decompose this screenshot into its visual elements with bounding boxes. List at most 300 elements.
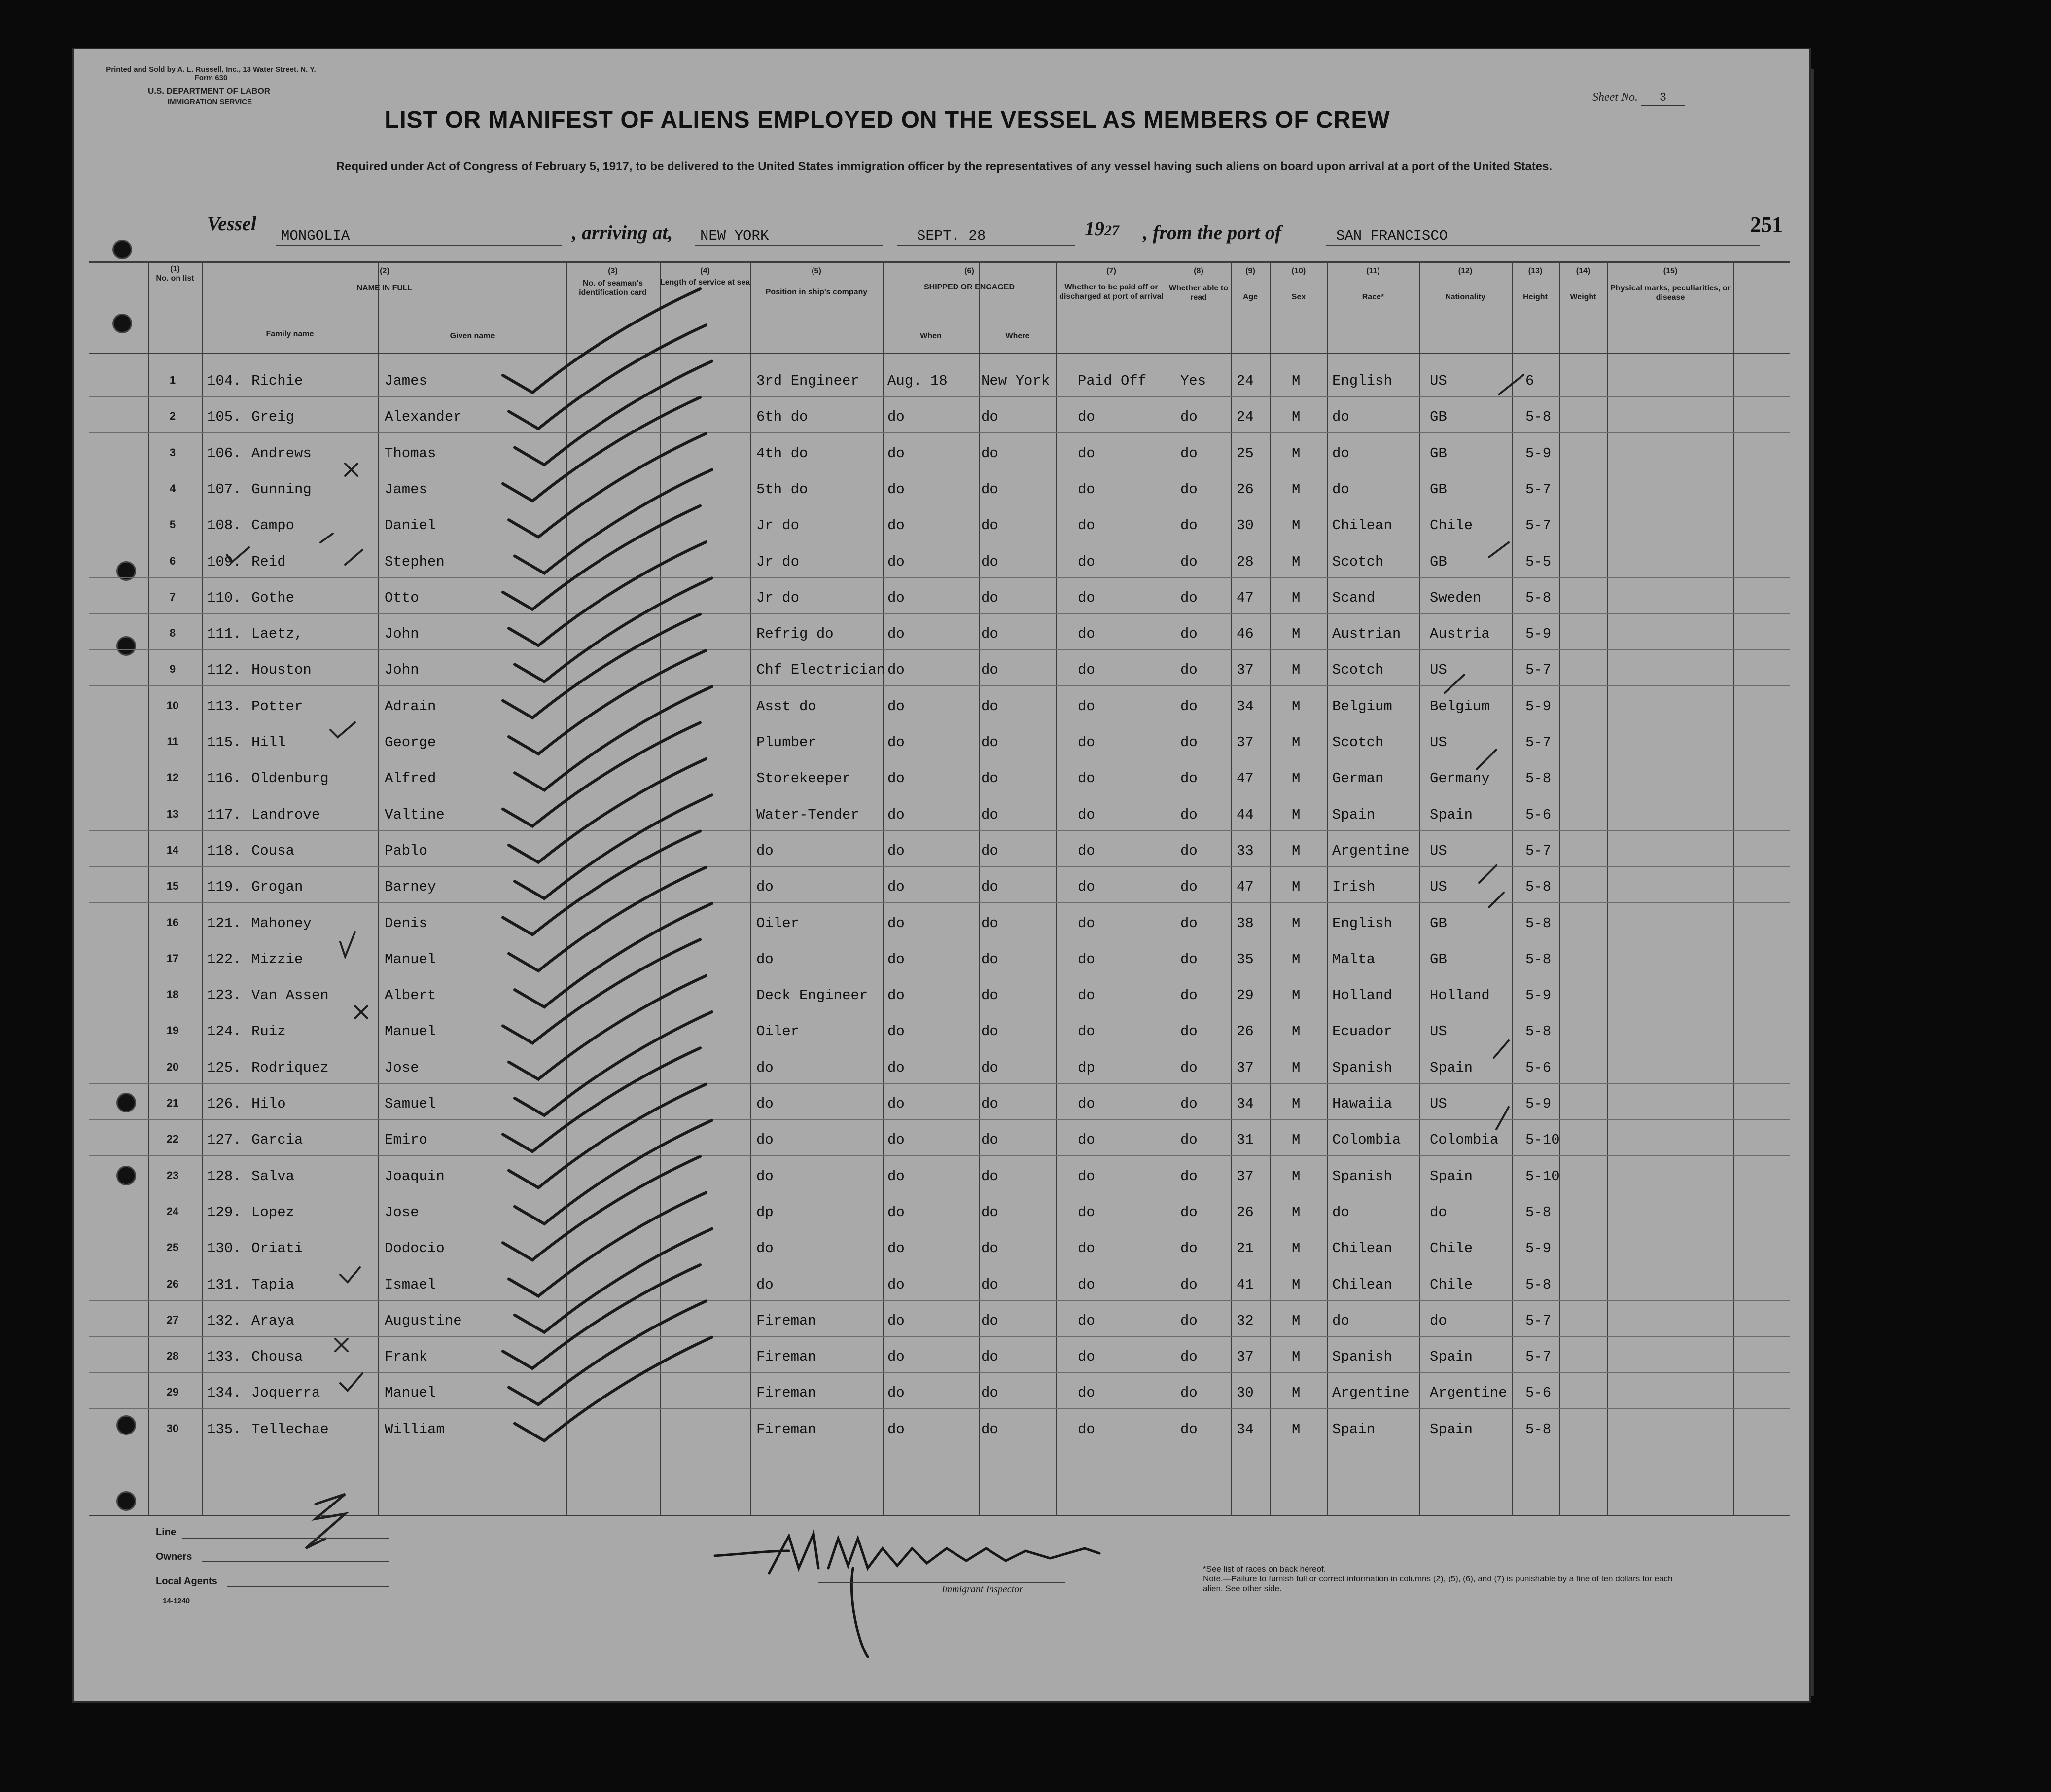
cell-paid-off: do: [1078, 1421, 1095, 1437]
cell-paid-off: do: [1078, 1240, 1095, 1257]
cell-race: Chilean: [1332, 517, 1392, 534]
cell-entry-number: 128.: [207, 1168, 242, 1184]
cell-shipped-when: do: [887, 1385, 905, 1401]
cell-family-name: Landrove: [251, 806, 320, 823]
cell-given-name: Joaquin: [385, 1168, 445, 1184]
cell-shipped-where: do: [981, 987, 998, 1004]
cell-age: 44: [1237, 806, 1254, 823]
owners-underline: [202, 1561, 389, 1562]
cell-entry-number: 133.: [207, 1349, 242, 1365]
cell-race: Scotch: [1332, 662, 1384, 679]
cell-shipped-where: do: [981, 553, 998, 570]
cell-race: Holland: [1332, 987, 1392, 1004]
cell-nationality: US: [1430, 662, 1447, 679]
cell-nationality: GB: [1430, 481, 1447, 498]
cell-shipped-where: do: [981, 1204, 998, 1220]
cell-given-name: James: [385, 481, 428, 498]
cell-race: Scand: [1332, 589, 1376, 606]
col-race-header: (11) Race*: [1362, 267, 1384, 301]
cell-family-name: Grogan: [251, 879, 303, 896]
cell-shipped-when: do: [887, 698, 905, 715]
cell-able-to-read: do: [1180, 1349, 1198, 1365]
check-stroke: [515, 361, 712, 465]
cell-age: 24: [1237, 373, 1254, 389]
cell-paid-off: do: [1078, 445, 1095, 462]
cell-entry-number: 132.: [207, 1312, 242, 1329]
cell-entry-number: 111.: [207, 626, 242, 643]
cell-given-name: Samuel: [385, 1096, 436, 1112]
cell-family-name: Lopez: [251, 1204, 295, 1220]
row-line-number: 12: [166, 771, 179, 784]
cell-shipped-where: do: [981, 806, 998, 823]
cell-nationality: US: [1430, 1023, 1447, 1040]
cell-position: Oiler: [756, 1023, 800, 1040]
check-stroke: [515, 686, 712, 790]
cell-shipped-when: do: [887, 915, 905, 932]
check-mark: [340, 1267, 360, 1282]
cell-shipped-when: do: [887, 1096, 905, 1112]
check-mark: [330, 722, 355, 737]
cell-race: Belgium: [1332, 698, 1392, 715]
cell-given-name: Manuel: [385, 951, 436, 968]
cell-nationality: GB: [1430, 951, 1447, 968]
cell-shipped-where: do: [981, 734, 998, 751]
row-line-number: 7: [169, 590, 176, 603]
cell-nationality: Chile: [1430, 1276, 1473, 1293]
cell-able-to-read: Yes: [1180, 373, 1206, 389]
cell-paid-off: Paid Off: [1078, 373, 1147, 389]
cell-nationality: Spain: [1430, 1421, 1473, 1437]
cell-race: English: [1332, 373, 1392, 389]
cell-shipped-when: do: [887, 770, 905, 787]
cell-entry-number: 116.: [207, 770, 242, 787]
cell-race: Argentine: [1332, 1385, 1410, 1401]
cell-family-name: Campo: [251, 517, 295, 534]
cell-paid-off: do: [1078, 1349, 1095, 1365]
cell-position: Fireman: [756, 1385, 816, 1401]
cell-entry-number: 115.: [207, 734, 242, 751]
cell-race: do: [1332, 445, 1349, 462]
cell-shipped-when: do: [887, 553, 905, 570]
cell-able-to-read: do: [1180, 1059, 1198, 1076]
cell-shipped-when: do: [887, 987, 905, 1004]
check-mark: [1489, 893, 1504, 907]
cell-position: Water-Tender: [756, 806, 859, 823]
cell-entry-number: 104.: [207, 373, 242, 389]
cell-age: 26: [1237, 1204, 1254, 1220]
cell-race: do: [1332, 1312, 1349, 1329]
cell-able-to-read: do: [1180, 1385, 1198, 1401]
cell-height: 5-9: [1525, 1096, 1552, 1112]
check-stroke: [515, 470, 712, 573]
cell-able-to-read: do: [1180, 951, 1198, 968]
check-mark: [1499, 375, 1523, 394]
col-paid-off-header: (7) Whether to be paid off or discharged at port of arrival: [1059, 267, 1164, 301]
cell-age: 47: [1237, 879, 1254, 896]
cell-height: 5-7: [1525, 481, 1552, 498]
cell-able-to-read: do: [1180, 842, 1198, 859]
cell-shipped-when: do: [887, 1276, 905, 1293]
cell-nationality: Chile: [1430, 1240, 1473, 1257]
service: IMMIGRATION SERVICE: [168, 98, 252, 106]
local-agents-label: Local Agents: [156, 1576, 217, 1587]
cell-shipped-when: do: [887, 734, 905, 751]
cell-able-to-read: do: [1180, 1132, 1198, 1148]
cell-able-to-read: do: [1180, 1096, 1198, 1112]
col-line-number-header: (1) No. on list: [156, 265, 194, 283]
cell-given-name: John: [385, 626, 419, 643]
cell-race: Hawaiia: [1332, 1096, 1392, 1112]
cell-sex: M: [1292, 1168, 1301, 1184]
check-mark: [1494, 1040, 1509, 1058]
cell-race: do: [1332, 481, 1349, 498]
cell-given-name: Alexander: [385, 409, 462, 426]
cell-age: 37: [1237, 1059, 1254, 1076]
cell-height: 5-9: [1525, 626, 1552, 643]
cell-shipped-where: do: [981, 589, 998, 606]
cell-family-name: Mizzie: [251, 951, 303, 968]
cell-age: 34: [1237, 1421, 1254, 1437]
cell-entry-number: 110.: [207, 589, 242, 606]
cell-paid-off: do: [1078, 626, 1095, 643]
cell-nationality: US: [1430, 1096, 1447, 1112]
cell-height: 5-6: [1525, 806, 1552, 823]
cell-entry-number: 107.: [207, 481, 242, 498]
cell-shipped-where: do: [981, 1168, 998, 1184]
cell-shipped-when: do: [887, 1240, 905, 1257]
cell-able-to-read: do: [1180, 445, 1198, 462]
cell-paid-off: do: [1078, 662, 1095, 679]
cell-able-to-read: do: [1180, 1312, 1198, 1329]
inspector-label: Immigrant Inspector: [942, 1584, 1023, 1595]
cell-shipped-when: do: [887, 1168, 905, 1184]
cell-height: 5-8: [1525, 951, 1552, 968]
cell-shipped-where: do: [981, 1059, 998, 1076]
cell-shipped-when: do: [887, 1059, 905, 1076]
cell-position: Asst do: [756, 698, 816, 715]
cell-shipped-when: do: [887, 1023, 905, 1040]
cell-given-name: Alfred: [385, 770, 436, 787]
cell-sex: M: [1292, 409, 1301, 426]
cell-position: do: [756, 951, 774, 968]
cell-entry-number: 122.: [207, 951, 242, 968]
row-line-number: 30: [166, 1422, 179, 1434]
cell-shipped-when: do: [887, 589, 905, 606]
cell-position: Fireman: [756, 1421, 816, 1437]
cell-position: do: [756, 842, 774, 859]
cell-shipped-when: do: [887, 1421, 905, 1437]
cell-shipped-where: do: [981, 770, 998, 787]
cell-position: 5th do: [756, 481, 808, 498]
cell-able-to-read: do: [1180, 698, 1198, 715]
department: U.S. DEPARTMENT OF LABOR: [148, 86, 271, 96]
origin-port: SAN FRANCISCO: [1336, 228, 1448, 244]
cell-nationality: Spain: [1430, 1349, 1473, 1365]
row-line-number: 11: [167, 735, 178, 748]
cell-shipped-when: do: [887, 1312, 905, 1329]
cell-height: 5-8: [1525, 589, 1552, 606]
cell-given-name: Albert: [385, 987, 436, 1004]
cell-able-to-read: do: [1180, 1204, 1198, 1220]
cell-height: 5-7: [1525, 662, 1552, 679]
check-mark: [1479, 865, 1496, 883]
cell-paid-off: do: [1078, 1276, 1095, 1293]
cell-age: 34: [1237, 1096, 1254, 1112]
cell-race: German: [1332, 770, 1384, 787]
cell-age: 46: [1237, 626, 1254, 643]
cell-nationality: Colombia: [1430, 1132, 1499, 1148]
cell-given-name: William: [385, 1421, 445, 1437]
cell-able-to-read: do: [1180, 409, 1198, 426]
row-line-number: 8: [169, 627, 176, 640]
cell-sex: M: [1292, 1023, 1301, 1040]
cell-height: 5-9: [1525, 987, 1552, 1004]
col-physical-marks-header: (15) Physical marks, peculiarities, or disease: [1610, 267, 1731, 302]
cell-family-name: Hilo: [251, 1096, 286, 1112]
cell-able-to-read: do: [1180, 879, 1198, 896]
cell-height: 5-8: [1525, 770, 1552, 787]
cell-shipped-when: do: [887, 806, 905, 823]
cell-race: Malta: [1332, 951, 1376, 968]
cell-paid-off: do: [1078, 1204, 1095, 1220]
cell-age: 31: [1237, 1132, 1254, 1148]
cell-height: 5-10: [1525, 1132, 1560, 1148]
row-line-number: 22: [166, 1133, 179, 1146]
cell-entry-number: 130.: [207, 1240, 242, 1257]
cell-given-name: Valtine: [385, 806, 445, 823]
cell-paid-off: dp: [1078, 1059, 1095, 1076]
cell-family-name: Tapia: [251, 1276, 295, 1293]
cell-given-name: Augustine: [385, 1312, 462, 1329]
cell-race: Colombia: [1332, 1132, 1401, 1148]
row-line-number: 23: [166, 1169, 179, 1182]
check-mark: [345, 550, 362, 565]
cell-entry-number: 105.: [207, 409, 242, 426]
cell-able-to-read: do: [1180, 770, 1198, 787]
cell-age: 33: [1237, 842, 1254, 859]
cell-able-to-read: do: [1180, 1276, 1198, 1293]
cell-able-to-read: do: [1180, 481, 1198, 498]
row-line-number: 5: [169, 518, 176, 531]
col-age-header: (9) Age: [1242, 267, 1258, 301]
x-mark: [335, 1339, 348, 1351]
footnote: *See list of races on back hereof. Note.—Failure to furnish full or correct information in columns (2), (5), (6), and (7) is punishable by a fine of ten dollars for each alien. See other side.: [1203, 1564, 1673, 1593]
cell-nationality: do: [1430, 1312, 1447, 1329]
cell-able-to-read: do: [1180, 626, 1198, 643]
cell-nationality: GB: [1430, 915, 1447, 932]
cell-family-name: Richie: [251, 373, 303, 389]
cell-shipped-where: New York: [981, 373, 1050, 389]
cell-nationality: Sweden: [1430, 589, 1482, 606]
cell-shipped-when: do: [887, 1132, 905, 1148]
cell-entry-number: 112.: [207, 662, 242, 679]
col-where-header: Where: [1005, 332, 1030, 340]
col-height-header: (13) Height: [1523, 267, 1548, 301]
cell-paid-off: do: [1078, 698, 1095, 715]
row-line-number: 21: [166, 1097, 179, 1109]
cell-given-name: Pablo: [385, 842, 428, 859]
cell-shipped-when: Aug. 18: [887, 373, 948, 389]
cell-shipped-where: do: [981, 842, 998, 859]
col-given-name-header: Given name: [450, 332, 495, 340]
cell-shipped-where: do: [981, 409, 998, 426]
row-line-number: 25: [166, 1241, 179, 1254]
cell-shipped-where: do: [981, 445, 998, 462]
cell-able-to-read: do: [1180, 734, 1198, 751]
cell-family-name: Ruiz: [251, 1023, 286, 1040]
cell-entry-number: 127.: [207, 1132, 242, 1148]
cell-shipped-where: do: [981, 517, 998, 534]
col-id-card-header: (3) No. of seaman's identification card: [579, 267, 647, 297]
cell-entry-number: 124.: [207, 1023, 242, 1040]
cell-entry-number: 106.: [207, 445, 242, 462]
cell-sex: M: [1292, 1312, 1301, 1329]
signature-underline: [818, 1582, 1065, 1583]
cell-shipped-where: do: [981, 951, 998, 968]
cell-paid-off: do: [1078, 589, 1095, 606]
cell-position: do: [756, 1168, 774, 1184]
cell-given-name: Jose: [385, 1204, 419, 1220]
cell-shipped-when: do: [887, 445, 905, 462]
cell-sex: M: [1292, 553, 1301, 570]
cell-given-name: George: [385, 734, 436, 751]
check-mark: [340, 1373, 362, 1391]
cell-shipped-where: do: [981, 915, 998, 932]
cell-position: do: [756, 1059, 774, 1076]
cell-able-to-read: do: [1180, 1240, 1198, 1257]
cell-sex: M: [1292, 1385, 1301, 1401]
cell-age: 24: [1237, 409, 1254, 426]
cell-entry-number: 118.: [207, 842, 242, 859]
cell-height: 5-8: [1525, 1276, 1552, 1293]
cell-shipped-when: do: [887, 1204, 905, 1220]
cell-nationality: Argentine: [1430, 1385, 1507, 1401]
row-line-number: 4: [169, 482, 176, 495]
cell-paid-off: do: [1078, 517, 1095, 534]
cell-age: 47: [1237, 589, 1254, 606]
row-line-number: 6: [169, 554, 176, 567]
cell-position: Refrig do: [756, 626, 834, 643]
check-stroke: [515, 903, 712, 1007]
cell-able-to-read: do: [1180, 806, 1198, 823]
cell-shipped-where: do: [981, 1023, 998, 1040]
cell-given-name: Daniel: [385, 517, 436, 534]
cell-family-name: Salva: [251, 1168, 295, 1184]
cell-height: 5-8: [1525, 409, 1552, 426]
cell-paid-off: do: [1078, 1385, 1095, 1401]
cell-height: 5-9: [1525, 698, 1552, 715]
cell-height: 5-9: [1525, 1240, 1552, 1257]
cell-position: Jr do: [756, 553, 800, 570]
cell-family-name: Potter: [251, 698, 303, 715]
cell-height: 5-7: [1525, 1349, 1552, 1365]
cell-sex: M: [1292, 915, 1301, 932]
cell-race: Spain: [1332, 806, 1376, 823]
cell-shipped-when: do: [887, 481, 905, 498]
cell-sex: M: [1292, 1421, 1301, 1437]
cell-shipped-where: do: [981, 1421, 998, 1437]
col-family-name-header: Family name: [266, 330, 314, 338]
cell-nationality: Holland: [1430, 987, 1490, 1004]
cell-sex: M: [1292, 951, 1301, 968]
cell-race: English: [1332, 915, 1392, 932]
arrival-date: SEPT. 28: [917, 228, 986, 244]
row-line-number: 28: [166, 1350, 179, 1362]
cell-age: 25: [1237, 445, 1254, 462]
cell-entry-number: 123.: [207, 987, 242, 1004]
cell-position: do: [756, 1096, 774, 1112]
line-label: Line: [156, 1527, 177, 1538]
cell-age: 28: [1237, 553, 1254, 570]
row-line-number: 17: [166, 952, 179, 965]
cell-family-name: Cousa: [251, 842, 295, 859]
cell-sex: M: [1292, 698, 1301, 715]
check-mark: [340, 932, 355, 957]
cell-height: 5-8: [1525, 1023, 1552, 1040]
cell-given-name: Manuel: [385, 1385, 436, 1401]
cell-nationality: GB: [1430, 409, 1447, 426]
cell-family-name: Hill: [251, 734, 286, 751]
cell-paid-off: do: [1078, 770, 1095, 787]
cell-sex: M: [1292, 1349, 1301, 1365]
cell-age: 26: [1237, 1023, 1254, 1040]
row-line-number: 15: [166, 880, 179, 893]
cell-given-name: Manuel: [385, 1023, 436, 1040]
cell-sex: M: [1292, 1059, 1301, 1076]
cell-shipped-when: do: [887, 1349, 905, 1365]
page-title: LIST OR MANIFEST OF ALIENS EMPLOYED ON THE VESSEL AS MEMBERS OF CREW: [385, 107, 1390, 133]
row-line-number: 16: [166, 916, 179, 929]
cell-nationality: US: [1430, 734, 1447, 751]
cell-shipped-when: do: [887, 842, 905, 859]
cell-position: Storekeeper: [756, 770, 851, 787]
cell-family-name: Mahoney: [251, 915, 312, 932]
line-number-scribble: [306, 1494, 345, 1548]
check-stroke: [515, 1229, 712, 1332]
cell-entry-number: 117.: [207, 806, 242, 823]
col-sex-header: (10) Sex: [1291, 267, 1306, 301]
cell-position: do: [756, 1276, 774, 1293]
cell-race: Chilean: [1332, 1240, 1392, 1257]
col-read-header: (8) Whether able to read: [1168, 267, 1228, 302]
cell-shipped-when: do: [887, 409, 905, 426]
cell-family-name: Greig: [251, 409, 295, 426]
check-mark: [1477, 750, 1496, 769]
cell-given-name: Stephen: [385, 553, 445, 570]
cell-age: 32: [1237, 1312, 1254, 1329]
cell-entry-number: 131.: [207, 1276, 242, 1293]
cell-height: 5-7: [1525, 1312, 1552, 1329]
cell-given-name: Barney: [385, 879, 436, 896]
cell-sex: M: [1292, 589, 1301, 606]
cell-race: Spanish: [1332, 1059, 1392, 1076]
cell-family-name: Gothe: [251, 589, 295, 606]
owners-label: Owners: [156, 1551, 192, 1562]
cell-paid-off: do: [1078, 1168, 1095, 1184]
x-mark: [345, 464, 357, 476]
cell-position: Jr do: [756, 589, 800, 606]
cell-height: 5-5: [1525, 553, 1552, 570]
cell-race: Irish: [1332, 879, 1376, 896]
cell-position: 4th do: [756, 445, 808, 462]
cell-shipped-where: do: [981, 662, 998, 679]
cell-position: Fireman: [756, 1349, 816, 1365]
check-mark: [320, 534, 333, 542]
row-line-number: 9: [169, 663, 176, 676]
check-mark: [1496, 1107, 1509, 1129]
cell-sex: M: [1292, 734, 1301, 751]
row-line-number: 29: [166, 1386, 179, 1398]
